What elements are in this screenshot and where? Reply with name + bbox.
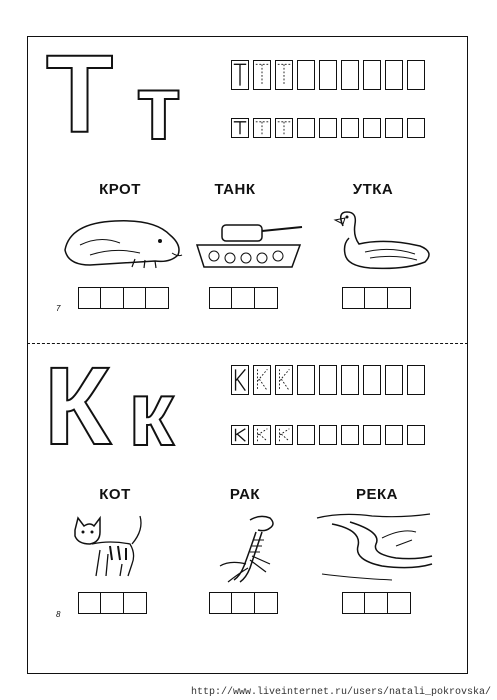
trace-cell[interactable] (385, 60, 403, 90)
answer-box[interactable] (100, 287, 124, 309)
answer-boxes-utka (343, 287, 411, 309)
answer-box[interactable] (364, 592, 388, 614)
trace-cell[interactable] (385, 118, 403, 138)
answer-box[interactable] (100, 592, 124, 614)
trace-cell[interactable] (363, 118, 381, 138)
trace-cell[interactable] (319, 425, 337, 445)
answer-box[interactable] (342, 287, 366, 309)
trace-cell[interactable] (385, 365, 403, 395)
answer-box[interactable] (231, 592, 255, 614)
word-label: РЕКА (356, 486, 398, 503)
mole-picture (60, 215, 185, 270)
word-label: РАК (229, 486, 261, 503)
trace-cell[interactable] (297, 118, 315, 138)
tracing-row-k-lower (231, 425, 425, 445)
trace-cell[interactable] (253, 425, 271, 445)
trace-cell[interactable] (231, 60, 249, 90)
trace-cell[interactable] (275, 365, 293, 395)
word-label: УТКА (352, 181, 394, 198)
trace-cell[interactable] (363, 365, 381, 395)
trace-cell[interactable] (385, 425, 403, 445)
trace-cell[interactable] (407, 118, 425, 138)
tracing-row-k-upper (231, 365, 425, 395)
answer-box[interactable] (145, 287, 169, 309)
cat-picture (70, 510, 150, 580)
answer-box[interactable] (387, 287, 411, 309)
trace-cell[interactable] (297, 425, 315, 445)
letter-k-upper: К (44, 345, 112, 468)
answer-box[interactable] (254, 287, 278, 309)
answer-box[interactable] (342, 592, 366, 614)
tracing-row-t-lower (231, 118, 425, 138)
trace-cell[interactable] (275, 118, 293, 138)
trace-cell[interactable] (407, 365, 425, 395)
answer-box[interactable] (78, 287, 102, 309)
trace-cell[interactable] (341, 365, 359, 395)
answer-box[interactable] (123, 287, 147, 309)
trace-cell[interactable] (253, 118, 271, 138)
trace-cell[interactable] (407, 60, 425, 90)
trace-cell[interactable] (319, 60, 337, 90)
answer-box[interactable] (387, 592, 411, 614)
trace-cell[interactable] (363, 425, 381, 445)
trace-cell[interactable] (297, 60, 315, 90)
tank-picture (192, 215, 307, 273)
river-picture (312, 508, 437, 583)
trace-cell[interactable] (275, 60, 293, 90)
trace-cell[interactable] (253, 60, 271, 90)
trace-cell[interactable] (341, 60, 359, 90)
trace-cell[interactable] (341, 118, 359, 138)
answer-box[interactable] (78, 592, 102, 614)
trace-cell[interactable] (341, 425, 359, 445)
trace-cell[interactable] (297, 365, 315, 395)
trace-cell[interactable] (319, 118, 337, 138)
cut-line (27, 343, 468, 344)
trace-cell[interactable] (319, 365, 337, 395)
trace-cell[interactable] (363, 60, 381, 90)
answer-box[interactable] (254, 592, 278, 614)
answer-boxes-krot (79, 287, 169, 309)
trace-cell[interactable] (231, 425, 249, 445)
letter-t-upper: Т (46, 33, 114, 156)
answer-box[interactable] (231, 287, 255, 309)
answer-boxes-tank (210, 287, 278, 309)
trace-cell[interactable] (231, 118, 249, 138)
letter-t-lower: т (136, 57, 182, 159)
answer-boxes-reka (343, 592, 411, 614)
duck-picture (325, 208, 440, 273)
trace-cell[interactable] (253, 365, 271, 395)
word-label: КРОТ (99, 181, 141, 198)
watermark-url: http://www.liveinternet.ru/users/natali_pokrovska/ (190, 687, 491, 698)
crayfish-picture (210, 510, 290, 585)
trace-cell[interactable] (275, 425, 293, 445)
word-label: КОТ (99, 486, 131, 503)
answer-boxes-rak (210, 592, 278, 614)
word-label: ТАНК (214, 181, 256, 198)
trace-cell[interactable] (407, 425, 425, 445)
page-number: 8 (56, 610, 61, 619)
answer-box[interactable] (209, 287, 233, 309)
letter-k-lower: к (128, 363, 175, 465)
page-number: 7 (56, 304, 61, 313)
answer-box[interactable] (209, 592, 233, 614)
answer-boxes-kot (79, 592, 147, 614)
answer-box[interactable] (364, 287, 388, 309)
answer-box[interactable] (123, 592, 147, 614)
tracing-row-t-upper (231, 60, 425, 90)
trace-cell[interactable] (231, 365, 249, 395)
